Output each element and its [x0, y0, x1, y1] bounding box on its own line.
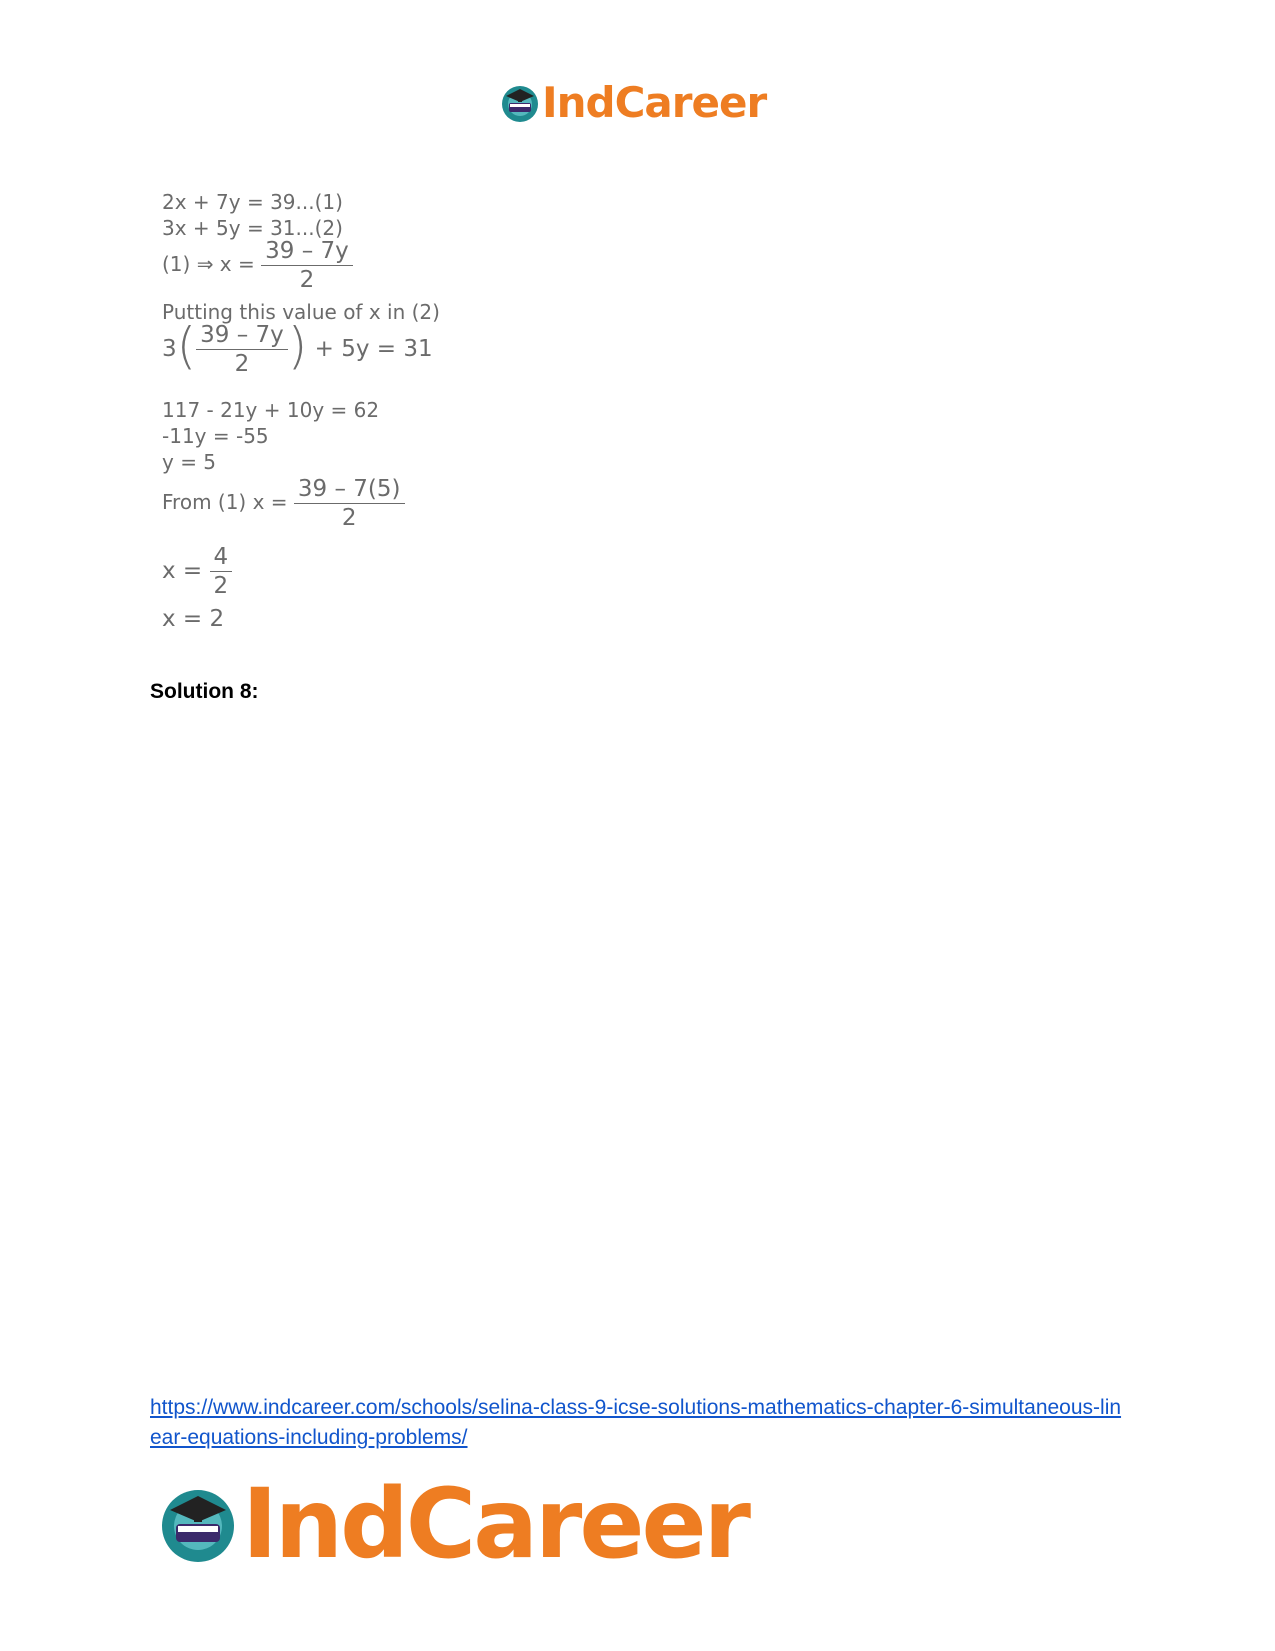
- fraction-denominator: 2: [299, 267, 315, 293]
- from-step: [162, 476, 405, 531]
- substitution-rest: + 5y = 31: [314, 336, 433, 362]
- x-final: x = 2: [162, 606, 225, 632]
- logo-text: IndCareer: [242, 1468, 748, 1580]
- from-prefix: From (1) x =: [162, 490, 288, 514]
- fraction-numerator: 4: [210, 544, 233, 572]
- equation-4: -11y = -55: [162, 424, 269, 448]
- footer-logo: [158, 1468, 748, 1580]
- x-fraction-step: [162, 544, 232, 599]
- equation-5: y = 5: [162, 450, 217, 474]
- fraction-denominator: 2: [341, 505, 357, 531]
- logo-text: IndCareer: [542, 78, 767, 127]
- equation-2: 3x + 5y = 31...(2): [162, 216, 343, 240]
- equation-3: 117 - 21y + 10y = 62: [162, 398, 380, 422]
- x-fraction-prefix: x =: [162, 558, 203, 584]
- solution-heading: Solution 8:: [150, 680, 259, 703]
- fraction-numerator: 39 – 7y: [261, 238, 353, 266]
- x-fraction: [210, 544, 233, 599]
- from-fraction: [294, 476, 405, 531]
- step-1: [162, 238, 353, 293]
- substitution-coefficient: 3: [162, 336, 177, 362]
- graduation-book-icon: [158, 1484, 238, 1564]
- fraction-numerator: 39 – 7(5): [294, 476, 405, 504]
- header-logo: [500, 78, 766, 127]
- step-1-fraction: [261, 238, 353, 293]
- step-1-prefix: (1) ⇒ x =: [162, 252, 255, 276]
- putting-text: Putting this value of x in (2): [162, 300, 440, 324]
- fraction-numerator: 39 – 7y: [196, 322, 288, 350]
- substitution-equation: [162, 316, 433, 377]
- fraction-denominator: 2: [234, 351, 250, 377]
- substitution-fraction: [196, 322, 288, 377]
- equation-1: 2x + 7y = 39...(1): [162, 190, 343, 214]
- right-paren-icon: ): [287, 316, 308, 375]
- fraction-denominator: 2: [213, 573, 229, 599]
- left-paren-icon: (: [176, 316, 197, 375]
- footer-url-link[interactable]: https://www.indcareer.com/schools/selina-class-9-icse-solutions-mathematics-chapter-6-simultaneous-linear-equations-including-problems/: [150, 1396, 1122, 1449]
- graduation-book-icon: [500, 83, 540, 123]
